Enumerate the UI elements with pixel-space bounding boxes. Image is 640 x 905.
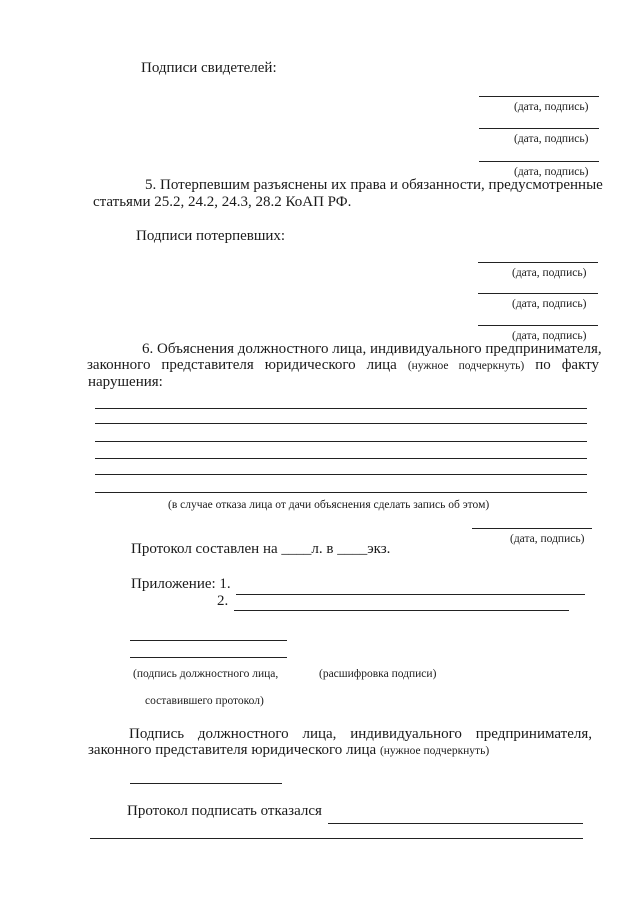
section5-line-2: статьями 25.2, 24.2, 24.3, 28.2 КоАП РФ.	[93, 194, 352, 210]
explanation-line-4	[95, 458, 587, 459]
witnesses-label: Подписи свидетелей:	[141, 60, 277, 76]
representative-line-2	[88, 742, 489, 759]
representative-line-2-note: (нужное подчеркнуть)	[379, 745, 490, 757]
representative-signature-line	[130, 783, 282, 784]
victims-label: Подписи потерпевших:	[136, 228, 286, 244]
explanation-line-1	[95, 408, 587, 409]
victim-signature-line-1	[478, 262, 598, 263]
attachment-line-1	[236, 594, 585, 595]
section6-line-1: 6. Объяснения должностного лица, индивидуального предпринимателя,	[142, 341, 602, 357]
section6-line-2	[87, 357, 599, 374]
witness-signature-line-3	[479, 161, 599, 162]
official-signature-line-2	[130, 657, 287, 658]
section6-line-2-text: законного представителя юридического лица	[87, 357, 397, 373]
attachment-line-2	[234, 610, 569, 611]
official-caption-left-2: составившего протокол)	[145, 695, 264, 707]
victim-caption-1: (дата, подпись)	[512, 267, 587, 279]
explanation-line-3	[95, 441, 587, 442]
explanation-line-2	[95, 423, 587, 424]
protocol-composed: Протокол составлен на ____л. в ____экз.	[131, 541, 391, 557]
attachment-label: Приложение: 1.	[131, 576, 231, 592]
representative-line-2-text: законного представителя юридического лица	[88, 742, 377, 758]
victim-signature-line-3	[478, 325, 598, 326]
victim-caption-2: (дата, подпись)	[512, 298, 587, 310]
refusal-line-2	[90, 838, 583, 839]
attachment-number-2: 2.	[217, 593, 229, 609]
witness-caption-1: (дата, подпись)	[514, 101, 589, 113]
victim-signature-line-2	[478, 293, 598, 294]
section6-line-3: нарушения:	[88, 374, 163, 390]
witness-caption-2: (дата, подпись)	[514, 133, 589, 145]
official-caption-right: (расшифровка подписи)	[319, 668, 437, 680]
section6-line-2-note: (нужное подчеркнуть)	[407, 360, 525, 372]
refusal-line-1	[328, 823, 583, 824]
victim-caption-3: (дата, подпись)	[512, 330, 587, 342]
witness-caption-3: (дата, подпись)	[514, 166, 589, 178]
official-signature-line-1	[130, 640, 287, 641]
section6-line-2-end: по факту	[535, 357, 600, 373]
official-caption-left: (подпись должностного лица,	[133, 668, 279, 680]
representative-line-1: Подпись должностного лица, индивидуального предпринимателя,	[129, 726, 592, 742]
refusal-text: Протокол подписать отказался	[127, 803, 322, 819]
refusal-note: (в случае отказа лица от дачи объяснения сделать запись об этом)	[168, 499, 490, 511]
explanation-line-5	[95, 474, 587, 475]
explanation-line-6	[95, 492, 587, 493]
witness-signature-line-1	[479, 96, 599, 97]
section5-line-1: 5. Потерпевшим разъяснены их права и обязанности, предусмотренные	[145, 177, 603, 193]
section6-signature-line	[472, 528, 592, 529]
section6-caption: (дата, подпись)	[510, 533, 585, 545]
witness-signature-line-2	[479, 128, 599, 129]
